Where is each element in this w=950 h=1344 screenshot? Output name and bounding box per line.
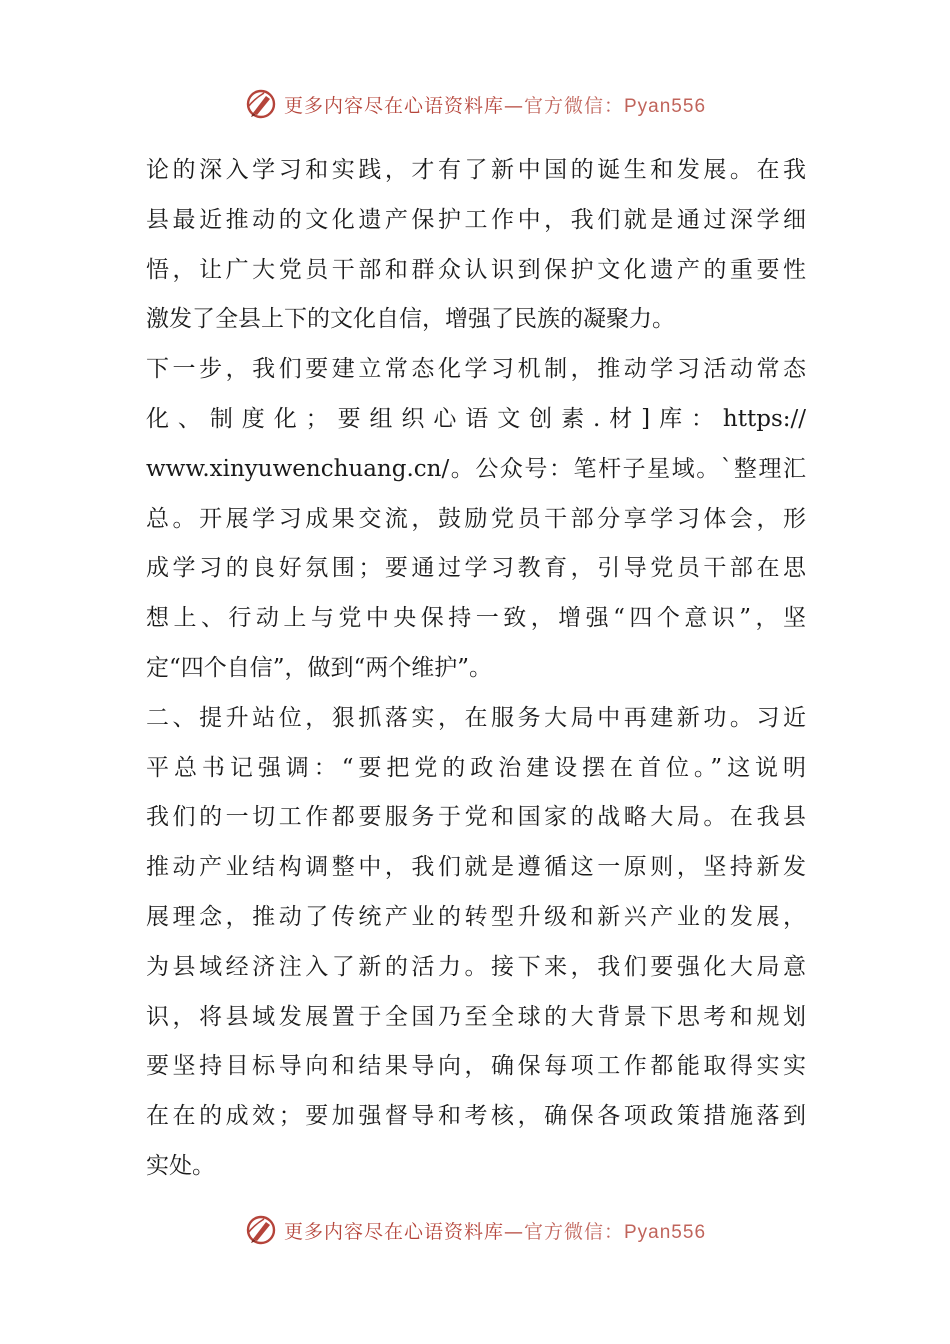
body-line: 县最近推动的文化遗产保护工作中，我们就是通过深学细 bbox=[146, 206, 806, 233]
body-line: 在在的成效；要加强督导和考核，确保各项政策措施落到 bbox=[146, 1103, 806, 1130]
body-line: 定“四个自信”，做到“两个维护”。 bbox=[146, 654, 493, 681]
banner-text bbox=[284, 91, 706, 118]
footer-banner bbox=[0, 1210, 950, 1250]
body-line: 激发了全县上下的文化自信，增强了民族的凝聚力。 bbox=[146, 306, 675, 333]
body-line: 论的深入学习和实践，才有了新中国的诞生和发展。在我 bbox=[146, 157, 806, 183]
body-line: 平总书记强调：“要把党的政治建设摆在首位。”这说明 bbox=[146, 754, 806, 781]
banner-slogan: 更多内容尽在心语资料库— bbox=[283, 1220, 524, 1243]
body-line: 识，将县域发展置于全国乃至全球的大背景下思考和规划 bbox=[146, 1003, 806, 1030]
body-line: 我们的一切工作都要服务于党和国家的战略大局。在我县 bbox=[146, 804, 806, 831]
pen-logo-icon bbox=[244, 87, 278, 121]
banner-text bbox=[284, 1217, 706, 1244]
banner-wechat-label: 官方微信： bbox=[523, 1220, 624, 1243]
body-line: 实处。 bbox=[146, 1152, 215, 1179]
header-banner bbox=[0, 84, 950, 124]
body-line: 总。开展学习成果交流，鼓励党员干部分享学习体会，形 bbox=[146, 505, 806, 532]
banner-wechat-id: Pyan556 bbox=[624, 95, 707, 117]
banner-slogan: 更多内容尽在心语资料库— bbox=[283, 94, 524, 117]
body-line: 想上、行动上与党中央保持一致，增强“四个意识”，坚 bbox=[146, 605, 806, 632]
body-line: 化、制度化；要组织心语文创素.材]库：https:// bbox=[146, 405, 806, 432]
body-line: 二、提升站位，狠抓落实，在服务大局中再建新功。习近 bbox=[146, 704, 806, 731]
banner-wechat-id: Pyan556 bbox=[624, 1221, 707, 1243]
body-line: 下一步，我们要建立常态化学习机制，推动学习活动常态 bbox=[146, 356, 806, 383]
pen-logo-icon bbox=[244, 1213, 278, 1247]
body-line: 为县域经济注入了新的活力。接下来，我们要强化大局意 bbox=[146, 953, 806, 980]
body-line: 成学习的良好氛围；要通过学习教育，引导党员干部在思 bbox=[146, 555, 806, 582]
body-line: 推动产业结构调整中，我们就是遵循这一原则，坚持新发 bbox=[146, 854, 806, 881]
body-line: 要坚持目标导向和结果导向，确保每项工作都能取得实实 bbox=[146, 1053, 806, 1080]
body-line: 展理念，推动了传统产业的转型升级和新兴产业的发展， bbox=[146, 903, 806, 930]
banner-wechat-label: 官方微信： bbox=[523, 94, 624, 117]
document-body bbox=[146, 146, 806, 1192]
body-line: www.xinyuwenchuang.cn/。公众号：笔杆子星域。`整理汇 bbox=[146, 455, 806, 482]
body-line: 悟，让广大党员干部和群众认识到保护文化遗产的重要性 bbox=[146, 256, 806, 283]
